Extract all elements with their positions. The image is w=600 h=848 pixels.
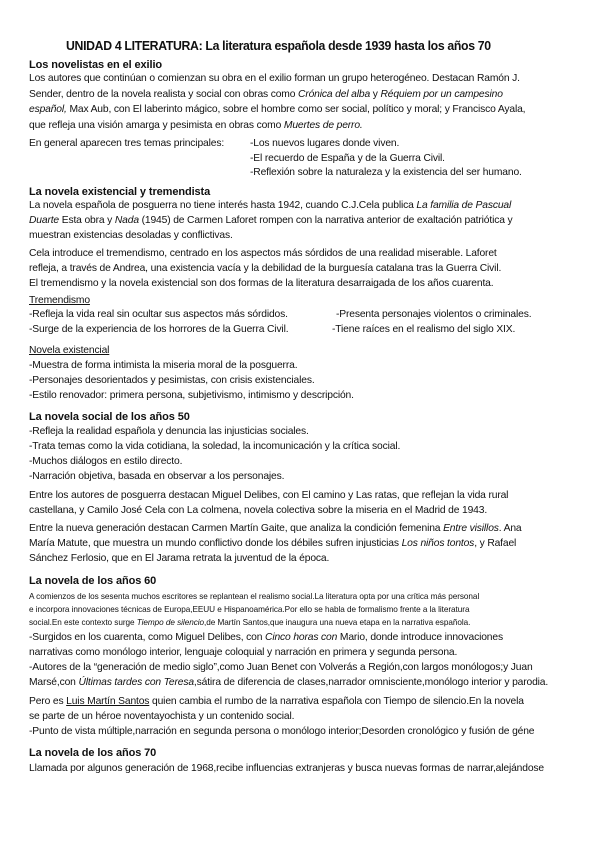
text-line: -Narración objetiva, basada en observar a los personajes. (29, 471, 285, 482)
text-line: -Autores de la “generación de medio siglo”,como Juan Benet con Volverás a Región,con largos monólogos;y Juan (29, 662, 533, 673)
text-line: español, Max Aub, con El laberinto mágico, sobre el hombre como ser social, político y moral; y Francisco Ayala, (29, 104, 526, 115)
text-line: -Refleja la vida real sin ocultar sus aspectos más sórdidos. -Presenta personajes violentos o criminales. (29, 309, 532, 320)
page-title: UNIDAD 4 LITERATURA: La literatura española desde 1939 hasta los años 70 (66, 38, 491, 53)
text-line: Sender, dentro de la novela realista y social con obras como Crónica del alba y Réquiem por un campesino (29, 89, 503, 100)
text-line: Pero es Luis Martín Santos quien cambia el rumbo de la narrativa española con Tiempo de silencio.En la novela (29, 696, 524, 707)
text-line: -Muchos diálogos en estilo directo. (29, 456, 183, 467)
text-line: -Surgidos en los cuarenta, como Miguel Delibes, con Cinco horas con Mario, donde introduce innovaciones (29, 632, 503, 643)
text-line: muestran existencias desoladas y conflictivas. (29, 230, 233, 241)
text-line: e incorpora innovaciones técnicas de Europa,EEUU e Hispanoamérica.Por ello se habla de formalismo frente a la literatura (29, 605, 470, 614)
text-line: La novela española de posguerra no tiene interés hasta 1942, cuando C.J.Cela publica La familia de Pascual (29, 200, 512, 211)
heading-social-50: La novela social de los años 50 (29, 411, 190, 423)
text-line: El tremendismo y la novela existencial son dos formas de la literatura desarraigada de los años cuarenta. (29, 278, 494, 289)
text-line: María Matute, que muestra un mundo conflictivo donde los débiles sufren injusticias Los niños tontos, y Rafael (29, 538, 517, 549)
text-line: Marsé,con Últimas tardes con Teresa,sátira de diferencia de clases,narrador omnisciente,monólogo interior y parodia. (29, 677, 549, 688)
heading-existencial: La novela existencial y tremendista (29, 186, 211, 198)
text-line: narrativas como monólogo interior, lenguaje coloquial y narración en primera y segunda persona. (29, 647, 458, 658)
text-line: -Punto de vista múltiple,narración en segunda persona o monólogo interior;Desorden cronológico y fusión de géne (29, 726, 535, 737)
text-line: En general aparecen tres temas principales: -Los nuevos lugares donde viven. (29, 138, 400, 149)
heading-exilio: Los novelistas en el exilio (29, 59, 163, 71)
text-line: social.En este contexto surge Tiempo de silencio,de Martín Santos,que inaugura una nueva etapa en la narrativa española. (29, 618, 471, 627)
text-line: refleja, a través de Andrea, una existencia vacía y la debilidad de la burguesía catalana tras la Guerra Civil. (29, 263, 502, 274)
text-line: se parte de un héroe noventayochista y un contenido social. (29, 711, 295, 722)
text-line: -Refleja la realidad española y denuncia las injusticias sociales. (29, 426, 309, 437)
text-line: Entre la nueva generación destacan Carmen Martín Gaite, que analiza la condición femenina Entre visillos. Ana (29, 523, 522, 534)
text-line: -Muestra de forma intimista la miseria moral de la posguerra. (29, 360, 298, 371)
text-line: -Personajes desorientados y pesimistas, con crisis existenciales. (29, 375, 315, 386)
text-line: -Trata temas como la vida cotidiana, la soledad, la incomunicación y la crítica social. (29, 441, 401, 452)
text-line: Entre los autores de posguerra destacan Miguel Delibes, con El camino y Las ratas, que reflejan la vida rural (29, 490, 509, 501)
subheading-tremendismo: Tremendismo (29, 295, 90, 306)
text-line: Sánchez Ferlosio, que en El Jarama retrata la juventud de la época. (29, 553, 330, 564)
text-line: Llamada por algunos generación de 1968,recibe influencias extranjeras y busca nuevas formas de narrar,alejándose (29, 763, 544, 774)
heading-anos-70: La novela de los años 70 (29, 747, 157, 759)
subheading-novela-existencial: Novela existencial (29, 345, 110, 356)
text-line: -Surge de la experiencia de los horrores de la Guerra Civil. -Tiene raíces en el realismo del siglo XIX. (29, 324, 516, 335)
text-line: Duarte Esta obra y Nada (1945) de Carmen Laforet rompen con la narrativa anterior de exaltación patriótica y (29, 215, 513, 226)
text-line: Cela introduce el tremendismo, centrado en los aspectos más sórdidos de una realidad miserable. Laforet (29, 248, 497, 259)
heading-anos-60: La novela de los años 60 (29, 575, 157, 587)
text-line: que refleja una visión amarga y pesimista en obras como Muertes de perro. (29, 120, 363, 131)
text-line: -Estilo renovador: primera persona, subjetivismo, intimismo y descripción. (29, 390, 354, 401)
text-line: -El recuerdo de España y de la Guerra Civil. (250, 153, 445, 164)
text-line: castellana, y Camilo José Cela con La colmena, novela colectiva sobre la miseria en el Madrid de 1943. (29, 505, 488, 516)
text-line: A comienzos de los sesenta muchos escritores se replantean el realismo social.La literatura opta por una crítica más personal (29, 592, 480, 601)
text-line: -Reflexión sobre la naturaleza y la existencia del ser humano. (250, 167, 522, 178)
text-line: Los autores que continúan o comienzan su obra en el exilio forman un grupo heterogéneo. Destacan Ramón J. (29, 73, 520, 84)
